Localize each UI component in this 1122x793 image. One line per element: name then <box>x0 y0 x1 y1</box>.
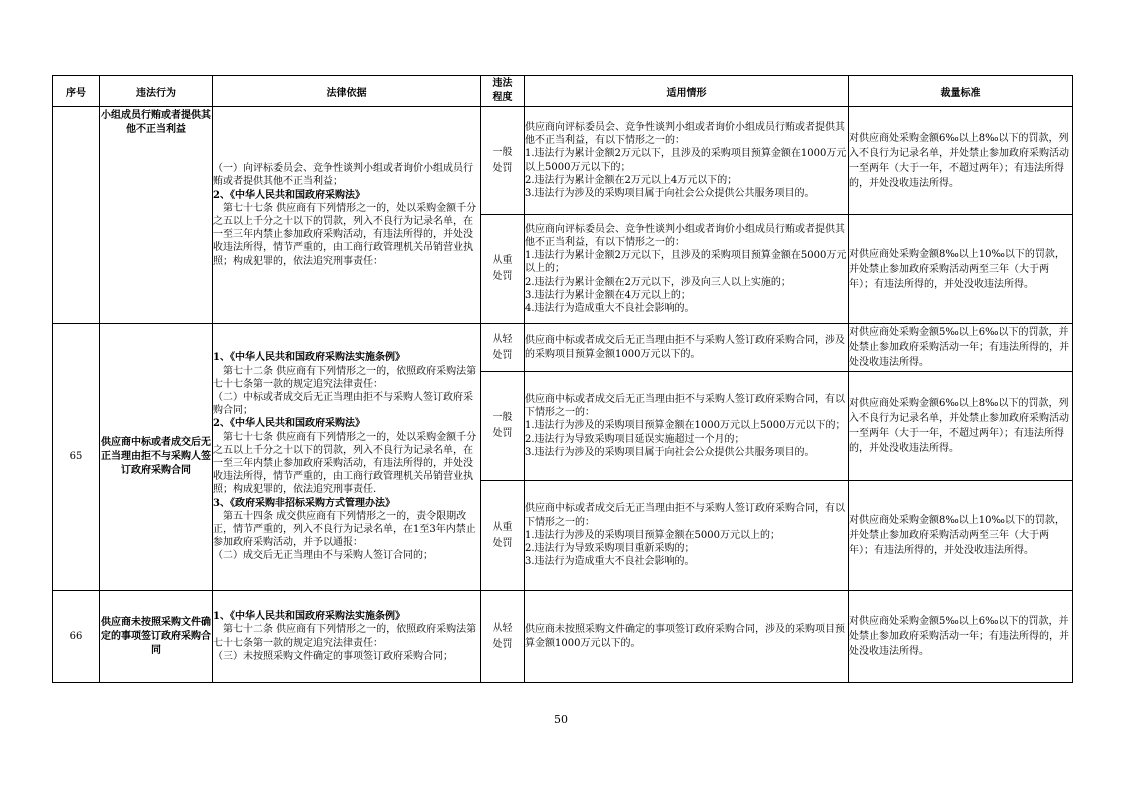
violation-act: 小组成员行贿或者提供其他不正当利益 <box>100 107 213 324</box>
situation-cell: 供应商未按照采购文件确定的事项签订政府采购合同，涉及的采购项目预算金额1000万元以下的。 <box>525 591 849 683</box>
standard-cell: 对供应商处采购金额8‰以上10‰以下的罚款，并处禁止参加政府采购活动两至三年（大于两年）；有违法所得的，并处没收违法所得。 <box>849 481 1073 591</box>
header-situation: 适用情形 <box>525 76 849 107</box>
situation-cell: 供应商中标或者成交后无正当理由拒不与采购人签订政府采购合同，涉及的采购项目预算金额1000万元以下的。 <box>525 324 849 372</box>
law-paragraph: 第七十二条 供应商有下列情形之一的，依照政府采购法第七十七条第一款的规定追究法律责任： <box>213 365 477 390</box>
situation-cell: 供应商中标或者成交后无正当理由拒不与采购人签订政府采购合同，有以下情形之一的： 1.违法行为涉及的采购项目预算金额在1000万元以上5000万元以下的； 2.违法行为导致采购项目延误实施超过一个月的； 3.违法行为涉及的采购项目属于向社会公众提供公共服务项目的。 <box>525 372 849 481</box>
situation-cell: 供应商向评标委员会、竞争性谈判小组或者询价小组成员行贿或者提供其他不正当利益，有以下情形之一的： 1.违法行为累计金额2万元以下，且涉及的采购项目预算金额在5000万元以上的； 2.违法行为累计金额在2万元以下，涉及向三人以上实施的； 3.违法行为累计金额在4万元以上的； 4.违法行为造成重大不良社会影响的。 <box>525 215 849 324</box>
degree-cell: 一般 处罚 <box>481 372 525 481</box>
table-row <box>53 591 1073 683</box>
legal-basis <box>213 591 481 683</box>
row-number: 65 <box>53 324 100 591</box>
law-title: 2、《中华人民共和国政府采购法》 <box>213 189 365 201</box>
standard-cell: 对供应商处采购金额6‰以上8‰以下的罚款，列入不良行为记录名单，并处禁止参加政府采购活动一至两年（大于一年，不超过两年）；有违法所得的，并处没收违法所得。 <box>849 372 1073 481</box>
degree-cell: 从重 处罚 <box>481 215 525 324</box>
law-paragraph: （三）未按照采购文件确定的事项签订政府采购合同； <box>213 650 453 662</box>
standard-cell: 对供应商处采购金额5‰以上6‰以下的罚款，并处禁止参加政府采购活动一年；有违法所得的，并处没收违法所得。 <box>849 324 1073 372</box>
table-row <box>53 324 1073 372</box>
law-paragraph: 第七十七条 供应商有下列情形之一的，处以采购金额千分之五以上千分之十以下的罚款，列入不良行为记录名单，在一至三年内禁止参加政府采购活动，有违法所得的，并处没收违法所得，情节严重的，由工商行政管理机关吊销营业执照；构成犯罪的，依法追究刑事责任： <box>213 202 477 267</box>
law-paragraph: 第七十七条 供应商有下列情形之一的，处以采购金额千分之五以上千分之十以下的罚款，列入不良行为记录名单，在一至三年内禁止参加政府采购活动，有违法所得的，并处没收违法所得，情节严重的，由工商行政管理机关吊销营业执照；构成犯罪的，依法追究刑事责任. <box>213 431 477 496</box>
standard-cell: 对供应商处采购金额5‰以上6‰以下的罚款，并处禁止参加政府采购活动一年；有违法所得的，并处没收违法所得。 <box>849 591 1073 683</box>
legal-basis <box>213 107 481 324</box>
law-paragraph: （一）向评标委员会、竞争性谈判小组或者询价小组成员行贿或者提供其他不正当利益； <box>213 163 473 188</box>
situation-cell: 供应商中标或者成交后无正当理由拒不与采购人签订政府采购合同，有以下情形之一的： 1.违法行为涉及的采购项目预算金额在5000万元以上的； 2.违法行为导致采购项目重新采购的； 3.违法行为造成重大不良社会影响的。 <box>525 481 849 591</box>
law-title: 2、《中华人民共和国政府采购法》 <box>213 418 365 430</box>
header-degree: 违法 程度 <box>481 76 525 107</box>
degree-cell: 从重 处罚 <box>481 481 525 591</box>
degree-cell: 从轻 处罚 <box>481 324 525 372</box>
page-number: 50 <box>554 713 568 726</box>
situation-cell: 供应商向评标委员会、竞争性谈判小组或者询价小组成员行贿或者提供其他不正当利益，有以下情形之一的： 1.违法行为累计金额2万元以下，且涉及的采购项目预算金额在1000万元以上5000万元以下的； 2.违法行为累计金额在2万元以上4万元以下的； 3.违法行为涉及的采购项目属于向社会公众提供公共服务项目的。 <box>525 107 849 215</box>
row-number <box>53 107 100 324</box>
degree-cell: 从轻 处罚 <box>481 591 525 683</box>
penalty-table <box>52 75 1073 683</box>
law-title: 1、《中华人民共和国政府采购法实施条例》 <box>213 352 405 364</box>
table-row <box>53 107 1073 215</box>
standard-cell: 对供应商处采购金额8‰以上10‰以下的罚款，并处禁止参加政府采购活动两至三年（大于两年）；有违法所得的，并处没收违法所得。 <box>849 215 1073 324</box>
violation-act: 供应商未按照采购文件确定的事项签订政府采购合同 <box>100 591 213 683</box>
law-title: 1、《中华人民共和国政府采购法实施条例》 <box>213 611 405 623</box>
standard-cell: 对供应商处采购金额6‰以上8‰以下的罚款，列入不良行为记录名单，并处禁止参加政府采购活动一至两年（大于一年，不超过两年）；有违法所得的，并处没收违法所得。 <box>849 107 1073 215</box>
header-law: 法律依据 <box>213 76 481 107</box>
law-title: 3、《政府采购非招标采购方式管理办法》 <box>213 497 395 509</box>
law-paragraph: （二）中标或者成交后无正当理由拒不与采购人签订政府采购合同； <box>213 391 473 417</box>
law-paragraph: 第五十四条 成交供应商有下列情形之一的，责令限期改正，情节严重的，列入不良行为记录名单，在1至3年内禁止参加政府采购活动，并予以通报： <box>213 510 476 549</box>
violation-act: 供应商中标或者成交后无正当理由拒不与采购人签订政府采购合同 <box>100 324 213 591</box>
header-row <box>53 76 1073 107</box>
law-paragraph: （二）成交后无正当理由不与采购人签订合同的； <box>213 550 433 562</box>
header-no: 序号 <box>53 76 100 107</box>
law-paragraph: 第七十二条 供应商有下列情形之一的，依照政府采购法第七十七条第一款的规定追究法律责任： <box>213 624 477 649</box>
degree-cell: 一般 处罚 <box>481 107 525 215</box>
legal-basis <box>213 324 481 591</box>
header-standard: 裁量标准 <box>849 76 1073 107</box>
header-act: 违法行为 <box>100 76 213 107</box>
row-number: 66 <box>53 591 100 683</box>
